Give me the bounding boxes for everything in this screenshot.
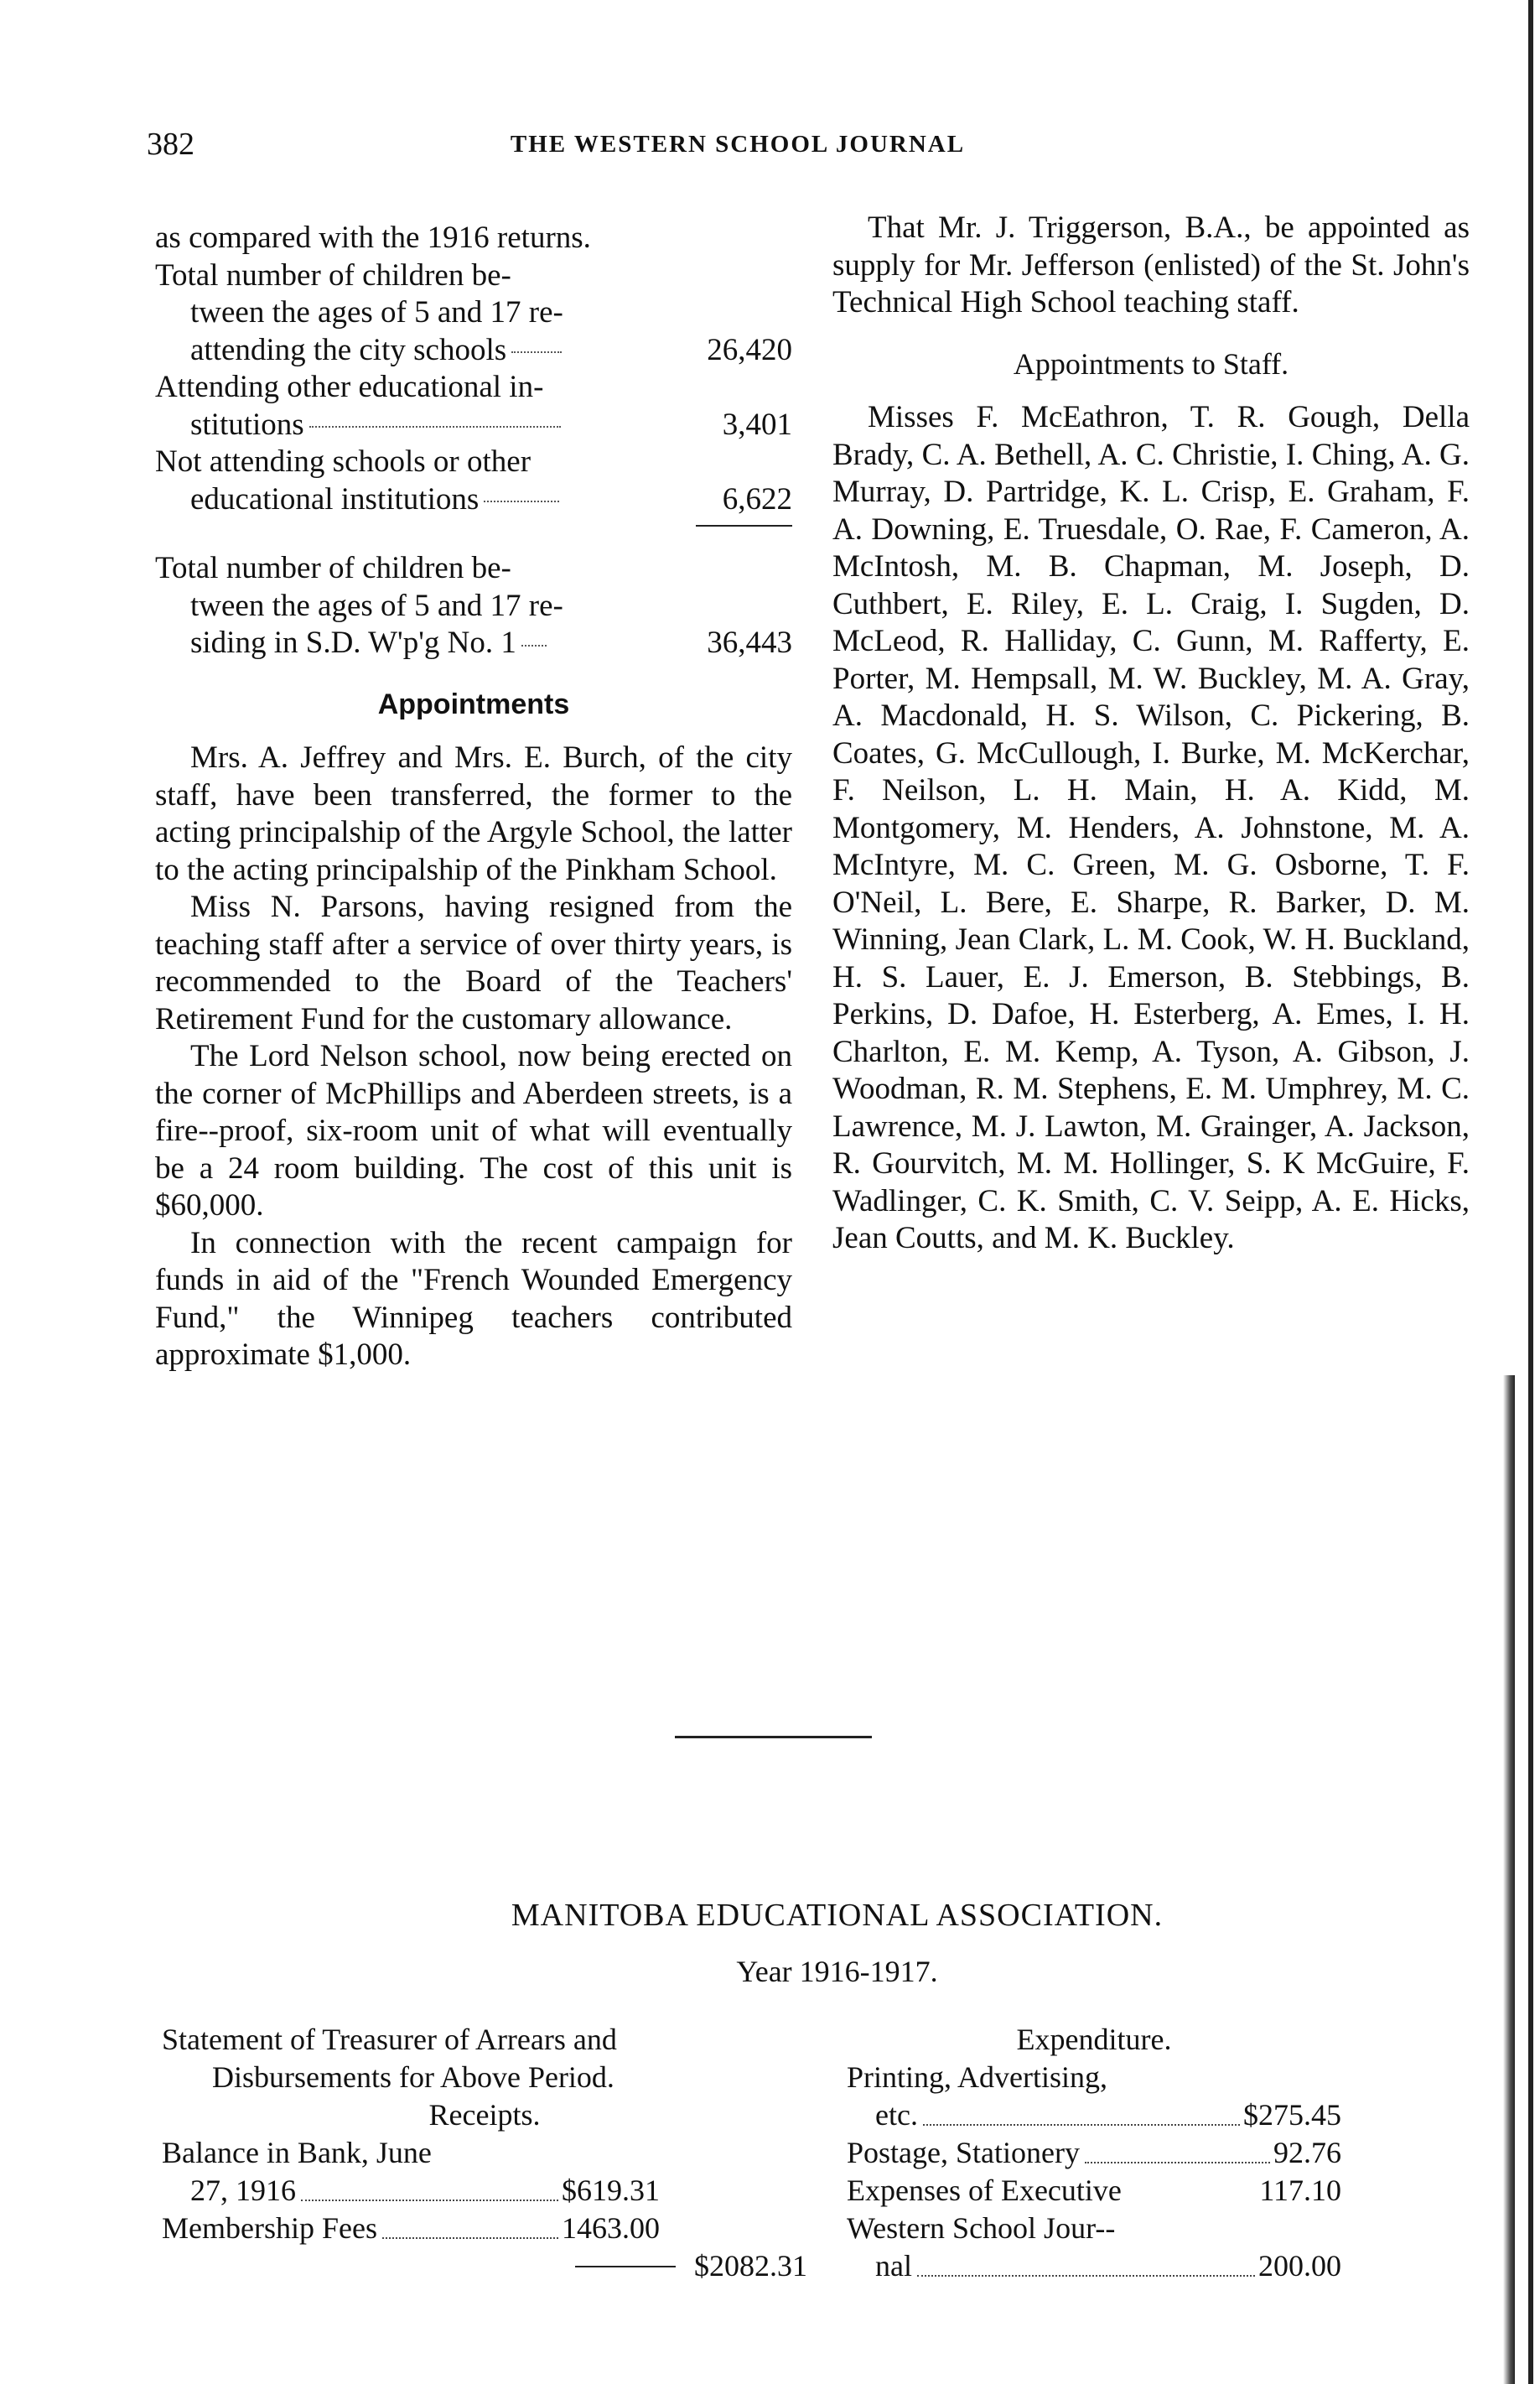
grand-total-row bbox=[162, 2247, 807, 2285]
expenditure-statement bbox=[847, 2021, 1341, 2285]
entry-label-line: Not attending schools or other bbox=[155, 444, 531, 479]
journal-title: THE WESTERN SCHOOL JOURNAL bbox=[510, 131, 966, 158]
entry-label-text: attending the city schools bbox=[190, 332, 507, 367]
page-header bbox=[147, 126, 1329, 168]
treasurer-heading-line: Statement of Treasurer of Arrears and bbox=[162, 2023, 617, 2056]
intro-line: as compared with the 1916 returns. bbox=[155, 221, 591, 255]
entry-label-line: Total number of children be- bbox=[155, 551, 511, 585]
treasurer-heading-line: Disbursements for Above Period. bbox=[212, 2060, 614, 2094]
entry-label-text: stitutions bbox=[190, 407, 304, 442]
association-title: MANITOBA EDUCATIONAL ASSOCIATION. bbox=[511, 1898, 1164, 1933]
balance-label-line: Balance in Bank, June bbox=[162, 2136, 432, 2169]
executive-label: Expenses of Executive bbox=[847, 2174, 1122, 2207]
balance-label-date: 27, 1916 bbox=[190, 2174, 296, 2207]
stat-entry-other-institutions bbox=[155, 369, 792, 444]
page-edge-shadow bbox=[1528, 0, 1533, 2384]
dot-leader bbox=[484, 501, 559, 502]
dot-leader bbox=[511, 351, 562, 353]
journal-amount: 200.00 bbox=[1258, 2249, 1341, 2283]
paragraph-retirement: Miss N. Parsons, having resigned from the teaching staff after a service of over thirty years, is recommended to the Board of the Teachers' Retirement Fund for the customary allowance. bbox=[155, 890, 792, 1036]
membership-amount: 1463.00 bbox=[562, 2211, 660, 2245]
entry-label-line: tween the ages of 5 and 17 re- bbox=[190, 588, 563, 623]
stat-entry-not-attending bbox=[155, 444, 792, 518]
membership-label: Membership Fees bbox=[162, 2211, 377, 2245]
journal-label-line: Western School Jour-- bbox=[847, 2211, 1116, 2245]
appointments-heading: Appointments bbox=[377, 688, 570, 720]
paragraph-french-fund: In connection with the recent campaign for funds in aid of the "French Wounded Emergency Fund," the Winnipeg teachers contributed approximate $1,000. bbox=[155, 1225, 792, 1372]
association-year: Year 1916-1917. bbox=[736, 1955, 938, 1988]
receipts-heading: Receipts. bbox=[428, 2098, 541, 2132]
printing-row bbox=[847, 2096, 1341, 2134]
paragraph-lord-nelson: The Lord Nelson school, now being erected on the corner of McPhillips and Aberdeen streets, is a fire--proof, six-room unit of what will eventually be a 24 room building. The cost of this unit is $60,000. bbox=[155, 1039, 792, 1223]
entry-label-line: Total number of children be- bbox=[155, 257, 511, 293]
journal-row bbox=[847, 2247, 1341, 2285]
left-column bbox=[155, 220, 792, 1374]
total-rule bbox=[575, 2266, 676, 2267]
postage-row bbox=[847, 2134, 1341, 2172]
staff-heading: Appointments to Staff. bbox=[1013, 346, 1289, 381]
paragraph-staff-list: Misses F. McEathron, T. R. Gough, Della Brady, C. A. Bethell, A. C. Christie, I. Ching, A. G. Murray, D. Partridge, K. L. Crisp, E. Graham, F. A. Downing, E. Truesdale, O. Rae, F. Cameron, A. McIntosh, M. B. Chapman, M. Joseph, D. Cuthbert, E. Riley, E. L. Craig, I. Sugden, D. McLeod, R. Halliday, C. Gunn, M. Rafferty, E. Porter, M. Hempsall, M. W. Buckley, M. A. Gray, A. Macdonald, H. S. Wilson, C. Pickering, B. Coates, G. McCullough, I. Burke, M. McKerchar, F. Neilson, L. H. Main, H. A. Kidd, M. Montgomery, M. Henders, A. Johnstone, M. A. McIntyre, M. C. Green, M. G. Osborne, T. F. O'Neil, L. Bere, E. Sharpe, R. Barker, D. M. Winning, Jean Clark, L. M. Cook, W. H. Buckland, H. S. Lauer, E. J. Emerson, B. Stebbings, B. Perkins, D. Dafoe, H. Esterberg, A. Emes, I. H. Charlton, E. M. Kemp, A. Tyson, A. Gibson, J. Woodman, R. M. Stephens, E. M. Umphrey, M. C. Lawrence, M. J. Lawton, M. Grainger, A. Jackson, R. Gourvitch, M. M. Hollinger, S. K McGuire, F. Wadlinger, C. K. Smith, C. V. Seipp, A. E. Hicks, Jean Coutts, and M. K. Buckley. bbox=[832, 400, 1470, 1255]
section-divider bbox=[675, 1736, 872, 1738]
dot-leader bbox=[382, 2237, 558, 2239]
executive-amount: 117.10 bbox=[1259, 2174, 1341, 2207]
dot-leader bbox=[917, 2275, 1255, 2277]
grand-total-amount: $2082.31 bbox=[694, 2249, 807, 2283]
entry-label-text: siding in S.D. W'p'g No. 1 bbox=[190, 626, 516, 660]
entry-amount: 6,622 bbox=[722, 481, 792, 517]
treasurer-statement bbox=[162, 2021, 807, 2285]
entry-label-line bbox=[155, 407, 683, 444]
paragraph-transfers: Mrs. A. Jeffrey and Mrs. E. Burch, of the city staff, have been transferred, the former to the acting principalship of the Argyle School, the latter to the acting principalship of the Pinkham School. bbox=[155, 740, 792, 887]
dot-leader bbox=[521, 645, 547, 647]
dot-leader bbox=[1085, 2162, 1270, 2163]
stat-entry-attending-city bbox=[155, 257, 792, 370]
total-rule bbox=[696, 525, 792, 527]
entry-label-text: educational institutions bbox=[190, 481, 480, 517]
membership-row bbox=[162, 2210, 660, 2247]
entry-amount: 26,420 bbox=[707, 332, 792, 367]
journal-label-nal: nal bbox=[875, 2249, 912, 2283]
right-column bbox=[832, 210, 1470, 1258]
dot-leader bbox=[923, 2124, 1240, 2126]
expenditure-heading: Expenditure. bbox=[1016, 2023, 1172, 2056]
entry-label-line bbox=[155, 332, 683, 370]
balance-amount: $619.31 bbox=[562, 2174, 660, 2207]
entry-label-line: Attending other educational in- bbox=[155, 370, 544, 404]
printing-amount: $275.45 bbox=[1243, 2098, 1341, 2132]
executive-row bbox=[847, 2172, 1341, 2210]
entry-label-line bbox=[155, 481, 683, 519]
page-edge-shadow bbox=[1503, 1375, 1515, 2384]
entry-amount: 36,443 bbox=[707, 626, 792, 660]
entry-label-line: tween the ages of 5 and 17 re- bbox=[190, 295, 563, 330]
printing-label-etc: etc. bbox=[875, 2098, 918, 2132]
printing-label-line: Printing, Advertising, bbox=[847, 2060, 1108, 2094]
dot-leader bbox=[309, 426, 561, 428]
entry-label-line bbox=[155, 625, 683, 662]
paragraph-triggerson: That Mr. J. Triggerson, B.A., be appointed as supply for Mr. Jefferson (enlisted) of the St. John's Technical High School teaching staff. bbox=[832, 210, 1470, 319]
dot-leader bbox=[301, 2200, 558, 2201]
entry-amount: 3,401 bbox=[722, 407, 792, 442]
stat-entry-total bbox=[155, 550, 792, 662]
postage-label: Postage, Stationery bbox=[847, 2136, 1080, 2169]
balance-row bbox=[162, 2172, 660, 2210]
page-number: 382 bbox=[147, 127, 194, 162]
postage-amount: 92.76 bbox=[1273, 2136, 1341, 2169]
